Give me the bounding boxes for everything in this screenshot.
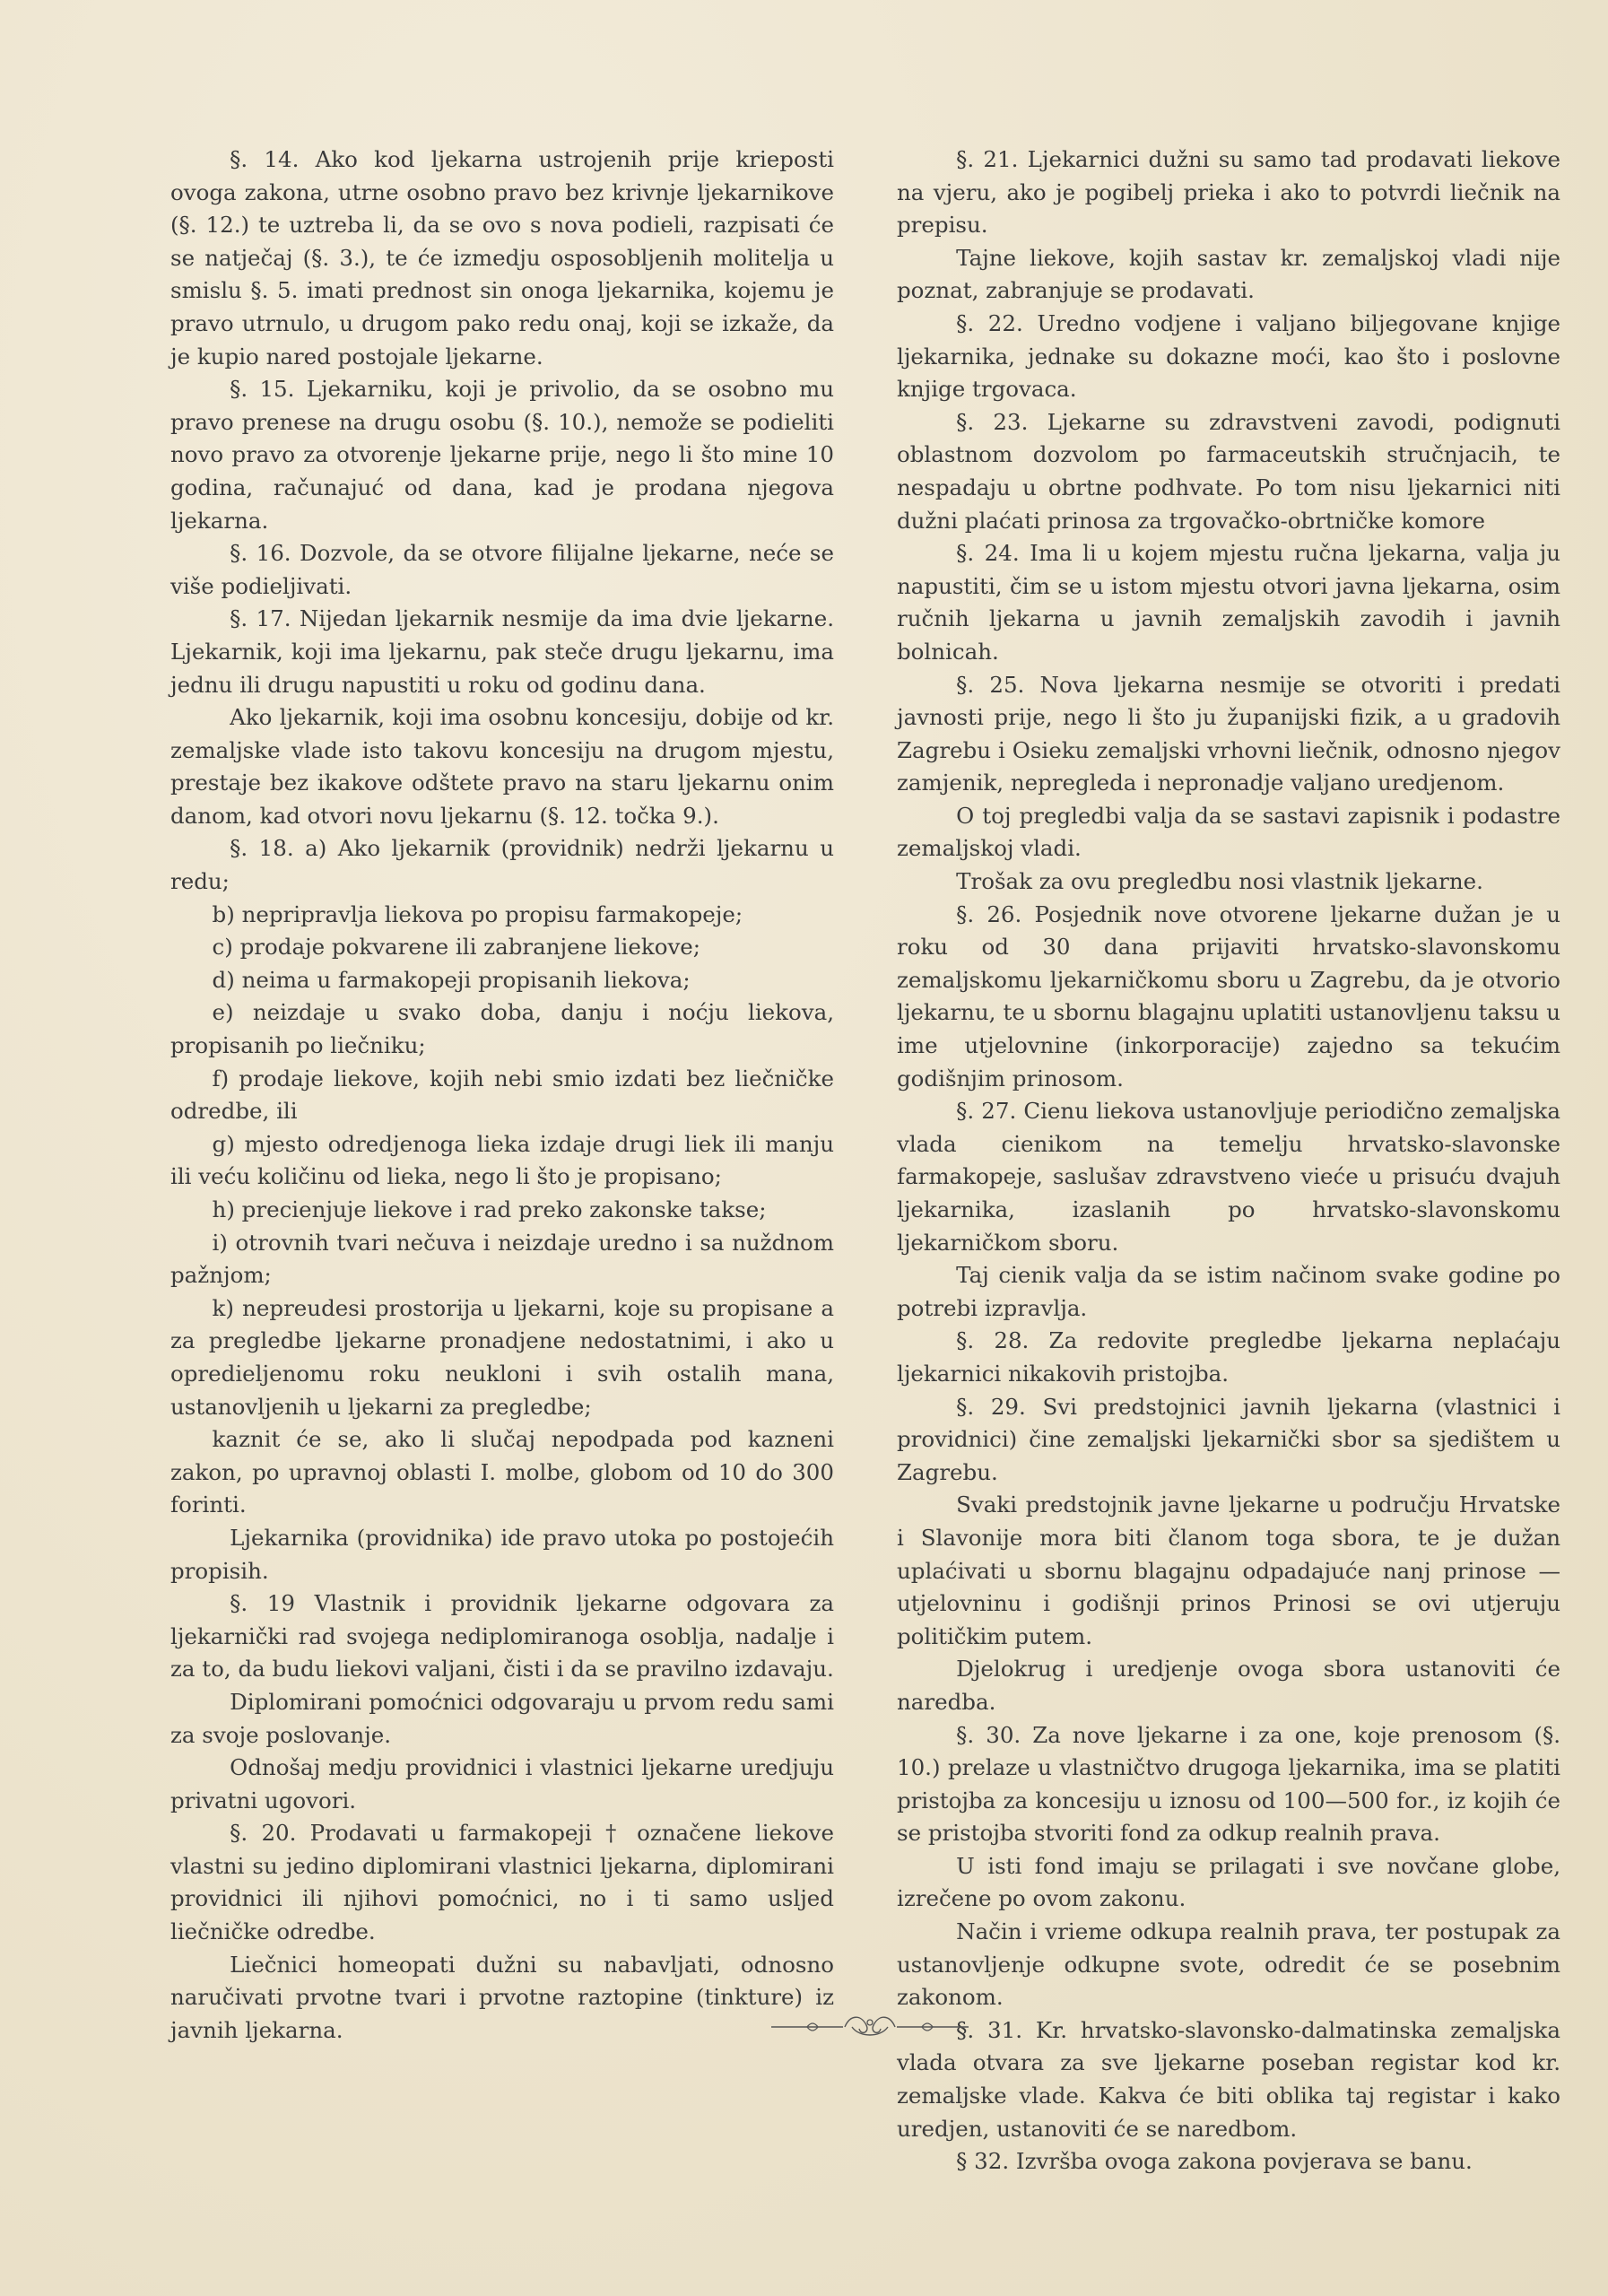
right-paragraph: §. 31. Kr. hrvatsko-slavonsko-dalmatinska zemaljska vlada otvara za sve ljekarne poseban registar kod kr. zemaljske vlade. Kakva će biti oblika taj registar i kako uredjen, ustanoviti će se naredbom. [897,2016,1560,2142]
left-paragraph: c) prodaje pokvarene ili zabranjene liekove; [212,934,701,961]
left-paragraph: g) mjesto odredjenoga lieka izdaje drugi liek ili manju ili veću količinu od lieka, nego li što je propisano; [170,1130,834,1190]
right-paragraph: §. 25. Nova ljekarna nesmije se otvoriti i predati javnosti prije, nego li što ju županijski fizik, a u gradovih Zagrebu i Osieku zemaljski vrhovni liečnik, odnosno njegov zamjenik, nepregleda i nepronadje valjano uredjenom. [897,671,1560,796]
right-paragraph: §. 29. Svi predstojnici javnih ljekarna (vlastnici i providnici) čine zemaljski ljekarnički sbor sa sjedištem u Zagrebu. [897,1393,1560,1485]
right-paragraph: §. 22. Uredno vodjene i valjano biljegovane knjige ljekarnika, jednake su dokazne moći, kao što i poslovne knjige trgovaca. [897,309,1560,403]
left-paragraph: h) precienjuje liekove i rad preko zakonske takse; [212,1196,767,1222]
left-paragraph: §. 19 Vlastnik i providnik ljekarne odgovara za ljekarnički rad svojega nediplomiranoga osoblja, nadalje i za to, da budu liekovi valjani, čisti i da se pravilno izdavaju. [170,1590,834,1683]
right-paragraph: §. 21. Ljekarnici dužni su samo tad prodavati liekove na vjeru, ako je pogibelj prieka i ako to potvrdi liečnik na prepisu. [897,146,1560,239]
right-paragraph: Djelokrug i uredjenje ovoga sbora ustanoviti će naredba. [897,1656,1560,1715]
left-paragraph: b) nepripravlja liekova po propisu farmakopeje; [212,900,743,927]
left-paragraph: §. 15. Ljekarniku, koji je privolio, da se osobno mu pravo prenese na drugu osobu (§. 10.), nemože se podieliti novo pravo za otvorenje ljekarne prije, nego li što mine 10 godina, računajuć od dana, kad je prodana njegova ljekarna. [170,376,834,534]
right-paragraph: § 32. Izvršba ovoga zakona povjerava se banu. [956,2148,1473,2175]
right-column [897,144,1560,2179]
right-paragraph: §. 30. Za nove ljekarne i za one, koje prenosom (§. 10.) prelaze u vlastničtvo drugoga ljekarnika, ima se platiti pristojba za koncesiju u iznosu od 100—500 for., iz kojih će se pristojba stvoriti fond za odkup realnih prava. [897,1721,1560,1847]
right-paragraph: Trošak za ovu pregledbu nosi vlastnik ljekarne. [956,868,1483,895]
left-column [170,144,834,2047]
left-paragraph: §. 14. Ako kod ljekarna ustrojenih prije krieposti ovoga zakona, utrne osobno pravo bez krivnje ljekarnikove (§. 12.) te uztreba li, da se ovo s nova podieli, razpisati će se natječaj (§. 3.), te će izmedju osposobljenih molitelja u smislu §. 5. imati prednost sin onoga ljekarnika, kojemu je pravo utrnulo, u drugom pako redu onaj, koji se izkaže, da je kupio nared postojale ljekarne. [170,146,834,370]
right-paragraph: §. 27. Cienu liekova ustanovljuje periodično zemaljska vlada cienikom na temelju hrvatsko-slavonske farmakopeje, saslušav zdravstveno vieće u prisuću dvajuh ljekarnika, izaslanih po hrvatsko-slavonskomu ljekarničkom sboru. [897,1098,1560,1256]
left-paragraph: Ako ljekarnik, koji ima osobnu koncesiju, dobije od kr. zemaljske vlade isto takovu koncesiju na drugom mjestu, prestaje bez ikakove odštete pravo na staru ljekarnu onim danom, kad otvori novu ljekarnu (§. 12. točka 9.). [170,704,834,829]
left-paragraph: Liečnici homeopati dužni su nabavljati, odnosno naručivati prvotne tvari i prvotne raztopine (tinkture) iz javnih ljekarna. [170,1951,834,2043]
decorative-flourish-icon [771,2013,969,2040]
right-paragraph: O toj pregledbi valja da se sastavi zapisnik i podastre zemaljskoj vladi. [897,802,1560,862]
left-paragraph: §. 20. Prodavati u farmakopeji † označene liekove vlastni su jedino diplomirani vlastnici ljekarna, diplomirani providnici ili njihovi pomoćnici, no i ti samo usljed liečničke odredbe. [170,1820,834,1945]
right-paragraph: U isti fond imaju se prilagati i sve novčane globe, izrečene po ovom zakonu. [897,1852,1560,1912]
left-paragraph: f) prodaje liekove, kojih nebi smio izdati bez liečničke odredbe, ili [170,1065,834,1125]
right-paragraph: §. 24. Ima li u kojem mjestu ručna ljekarna, valja ju napustiti, čim se u istom mjestu otvori javna ljekarna, osim ručnih ljekarna u javnih zemaljskih zavodih i javnih bolnicah. [897,540,1560,665]
left-paragraph: k) nepreudesi prostorija u ljekarni, koje su propisane a za pregledbe ljekarne pronadjene nedostatnimi, i ako u opredieljenomu roku neukloni i svih ostalih mana, ustanovljenih u ljekarni za pregledbe; [170,1294,834,1420]
left-paragraph: Ljekarnika (providnika) ide pravo utoka po postojećih propisih. [170,1524,834,1584]
left-paragraph: §. 18. a) Ako ljekarnik (providnik) nedrži ljekarnu u redu; [170,835,834,895]
right-paragraph: Taj cienik valja da se istim načinom svake godine po potrebi izpravlja. [897,1262,1560,1321]
left-paragraph: Odnošaj medju providnici i vlastnici ljekarne uredjuju privatni ugovori. [170,1754,834,1813]
left-paragraph: e) neizdaje u svako doba, danju i noćju liekova, propisanih po liečniku; [170,999,834,1059]
right-paragraph: Svaki predstojnik javne ljekarne u području Hrvatske i Slavonije mora biti članom toga sbora, te je dužan uplaćivati u sbornu blagajnu odpadajuće nanj prinose — utjelovninu i godišnji prinos Prinosi se ovi utjeruju političkim putem. [897,1492,1560,1649]
right-paragraph: §. 23. Ljekarne su zdravstveni zavodi, podignuti oblastnom dozvolom po farmaceutskih stručnjacih, te nespadaju u obrtne podhvate. Po tom nisu ljekarnici niti dužni plaćati prinosa za trgovačko-obrtničke komore [897,408,1560,534]
right-paragraph: Tajne liekove, kojih sastav kr. zemaljskoj vladi nije poznat, zabranjuje se prodavati. [897,244,1560,304]
left-paragraph: Diplomirani pomoćnici odgovaraju u prvom redu sami za svoje poslovanje. [170,1688,834,1748]
left-paragraph: d) neima u farmakopeji propisanih liekova; [212,966,691,993]
right-paragraph: §. 28. Za redovite pregledbe ljekarna neplaćaju ljekarnici nikakovih pristojba. [897,1327,1560,1387]
left-paragraph: kaznit će se, ako li slučaj nepodpada pod kazneni zakon, po upravnoj oblasti I. molbe, globom od 10 do 300 forinti. [170,1426,834,1518]
right-paragraph: §. 26. Posjednik nove otvorene ljekarne dužan je u roku od 30 dana prijaviti hrvatsko-slavonskomu zemaljskomu ljekarničkomu sboru u Zagrebu, da je otvorio ljekarnu, te u sbornu blagajnu uplatiti ustanovljenu taksu u ime utjelovnine (inkorporacije) zajedno sa tekućim godišnjim prinosom. [897,900,1560,1091]
left-paragraph: §. 16. Dozvole, da se otvore filijalne ljekarne, neće se više podieljivati. [170,540,834,599]
right-paragraph: Način i vrieme odkupa realnih prava, ter postupak za ustanovljenje odkupne svote, odredit će se posebnim zakonom. [897,1918,1560,2011]
left-paragraph: §. 17. Nijedan ljekarnik nesmije da ima dvie ljekarne. Ljekarnik, koji ima ljekarnu, pak steče drugu ljekarnu, ima jednu ili drugu napustiti u roku od godinu dana. [170,605,834,698]
left-paragraph: i) otrovnih tvari nečuva i neizdaje uredno i sa nuždnom pažnjom; [170,1229,834,1289]
